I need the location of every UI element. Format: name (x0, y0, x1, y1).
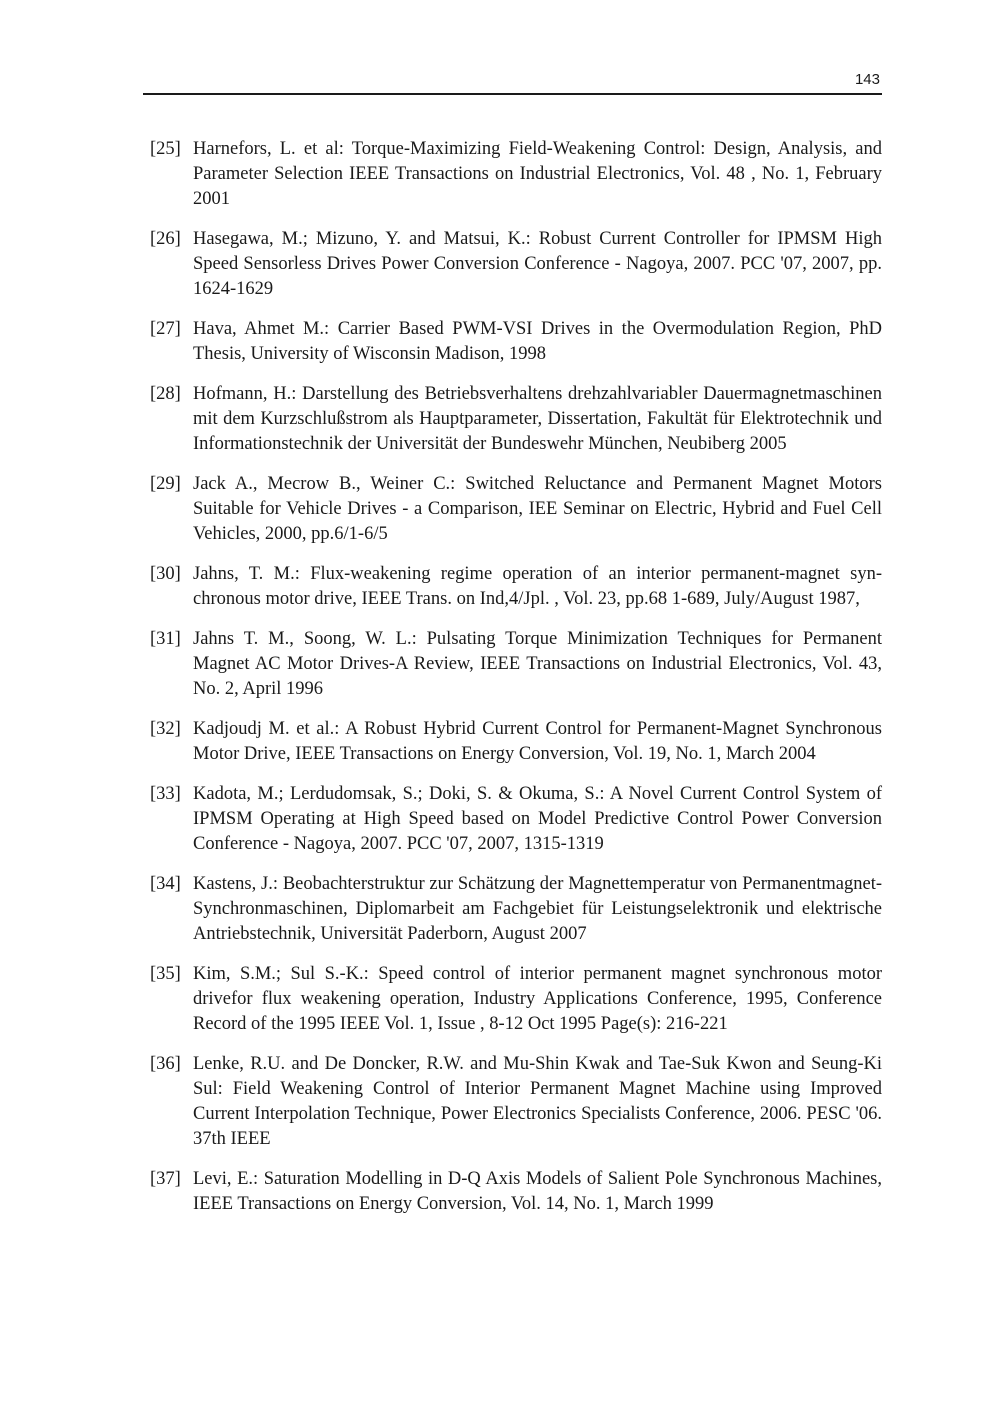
reference-number: [32] (150, 719, 181, 739)
reference-number: [30] (150, 564, 181, 584)
reference-number: [37] (150, 1169, 181, 1189)
reference-text: Kadota, M.; Lerdudomsak, S.; Doki, S. & Okuma, S.: A Novel Current Control System of IPMSM Operating at High Speed based on Model Predictive Control Power Conversion Conference - Nagoya, 2007. PCC '07, 2007, 1315-1319 (193, 784, 882, 854)
reference-text: Kastens, J.: Beobachterstruktur zur Schätzung der Magnettemperatur von Permanentmagnet-Synchronmaschinen, Diplomarbeit am Fachgebiet für Leistungselektronik und elektrische Antriebstechnik, Universität Paderborn, August 2007 (193, 874, 882, 944)
reference-number: [27] (150, 319, 181, 339)
reference-number: [28] (150, 384, 181, 404)
reference-text: Jahns T. M., Soong, W. L.: Pulsating Torque Minimization Techniques for Permanent Magnet AC Motor Drives-A Review, IEEE Transactions on Industrial Electronics, Vol. 43, No. 2, April 1996 (193, 629, 882, 699)
reference-text: Hofmann, H.: Darstellung des Betriebsverhaltens drehzahlvariabler Dauermagnetmaschinen mit dem Kurzschlußstrom als Hauptparameter, Dissertation, Fakultät für Elektrotechnik und Informationstechnik der Universität der Bundeswehr München, Neubiberg 2005 (193, 384, 882, 454)
reference-number: [33] (150, 784, 181, 804)
reference-text: Kadjoudj M. et al.: A Robust Hybrid Current Control for Permanent-Magnet Synchronous Motor Drive, IEEE Transactions on Energy Conversion, Vol. 19, No. 1, March 2004 (193, 719, 882, 764)
reference-number: [25] (150, 139, 181, 159)
reference-item (150, 472, 882, 547)
header-rule (143, 93, 882, 95)
reference-item (150, 227, 882, 302)
page-number: 143 (854, 71, 880, 88)
reference-item (150, 962, 882, 1037)
reference-text: Jack A., Mecrow B., Weiner C.: Switched Reluctance and Permanent Magnet Motors Suitable for Vehicle Drives - a Comparison, IEE Seminar on Electric, Hybrid and Fuel Cell Vehicles, 2000, pp.6/1-6/5 (193, 474, 882, 544)
reference-item (150, 627, 882, 702)
reference-number: [31] (150, 629, 181, 649)
reference-item (150, 137, 882, 212)
reference-item (150, 317, 882, 367)
reference-item (150, 872, 882, 947)
reference-item (150, 1167, 882, 1217)
reference-item (150, 562, 882, 612)
reference-item (150, 1052, 882, 1152)
reference-text: Levi, E.: Saturation Modelling in D-Q Axis Models of Salient Pole Synchronous Machines, IEEE Transactions on Energy Conversion, Vol. 14, No. 1, March 1999 (193, 1169, 882, 1214)
reference-text: Kim, S.M.; Sul S.-K.: Speed control of interior permanent magnet synchronous motor drivefor flux weakening operation, Industry Applications Conference, 1995, Conference Record of the 1995 IEEE Vol. 1, Issue , 8-12 Oct 1995 Page(s): 216-221 (193, 964, 882, 1034)
reference-text: Hava, Ahmet M.: Carrier Based PWM-VSI Drives in the Overmodulation Region, PhD Thesis, University of Wisconsin Madison, 1998 (193, 319, 882, 364)
reference-item (150, 717, 882, 767)
reference-number: [29] (150, 474, 181, 494)
reference-text: Lenke, R.U. and De Doncker, R.W. and Mu-Shin Kwak and Tae-Suk Kwon and Seung-Ki Sul: Field Weakening Control of Interior Permanent Magnet Machine using Improved Current Interpolation Technique, Power Electronics Specialists Conference, 2006. PESC '06. 37th IEEE (193, 1054, 882, 1149)
reference-number: [36] (150, 1054, 181, 1074)
reference-number: [34] (150, 874, 181, 894)
reference-item (150, 782, 882, 857)
reference-text: Hasegawa, M.; Mizuno, Y. and Matsui, K.: Robust Current Controller for IPMSM High Speed Sensorless Drives Power Conversion Conference - Nagoya, 2007. PCC '07, 2007, pp. 1624-1629 (193, 229, 882, 299)
reference-number: [26] (150, 229, 181, 249)
reference-text: Jahns, T. M.: Flux-weakening regime operation of an interior permanent-magnet synchronous motor drive, IEEE Trans. on Ind,4/Jpl. , Vol. 23, pp.68 1-689, July/August 1987, (193, 564, 882, 609)
reference-number: [35] (150, 964, 181, 984)
reference-list (150, 137, 882, 1232)
reference-item (150, 382, 882, 457)
reference-text: Harnefors, L. et al: Torque-Maximizing Field-Weakening Control: Design, Analysis, and Parameter Selection IEEE Transactions on Industrial Electronics, Vol. 48 , No. 1, February 2001 (193, 139, 882, 209)
